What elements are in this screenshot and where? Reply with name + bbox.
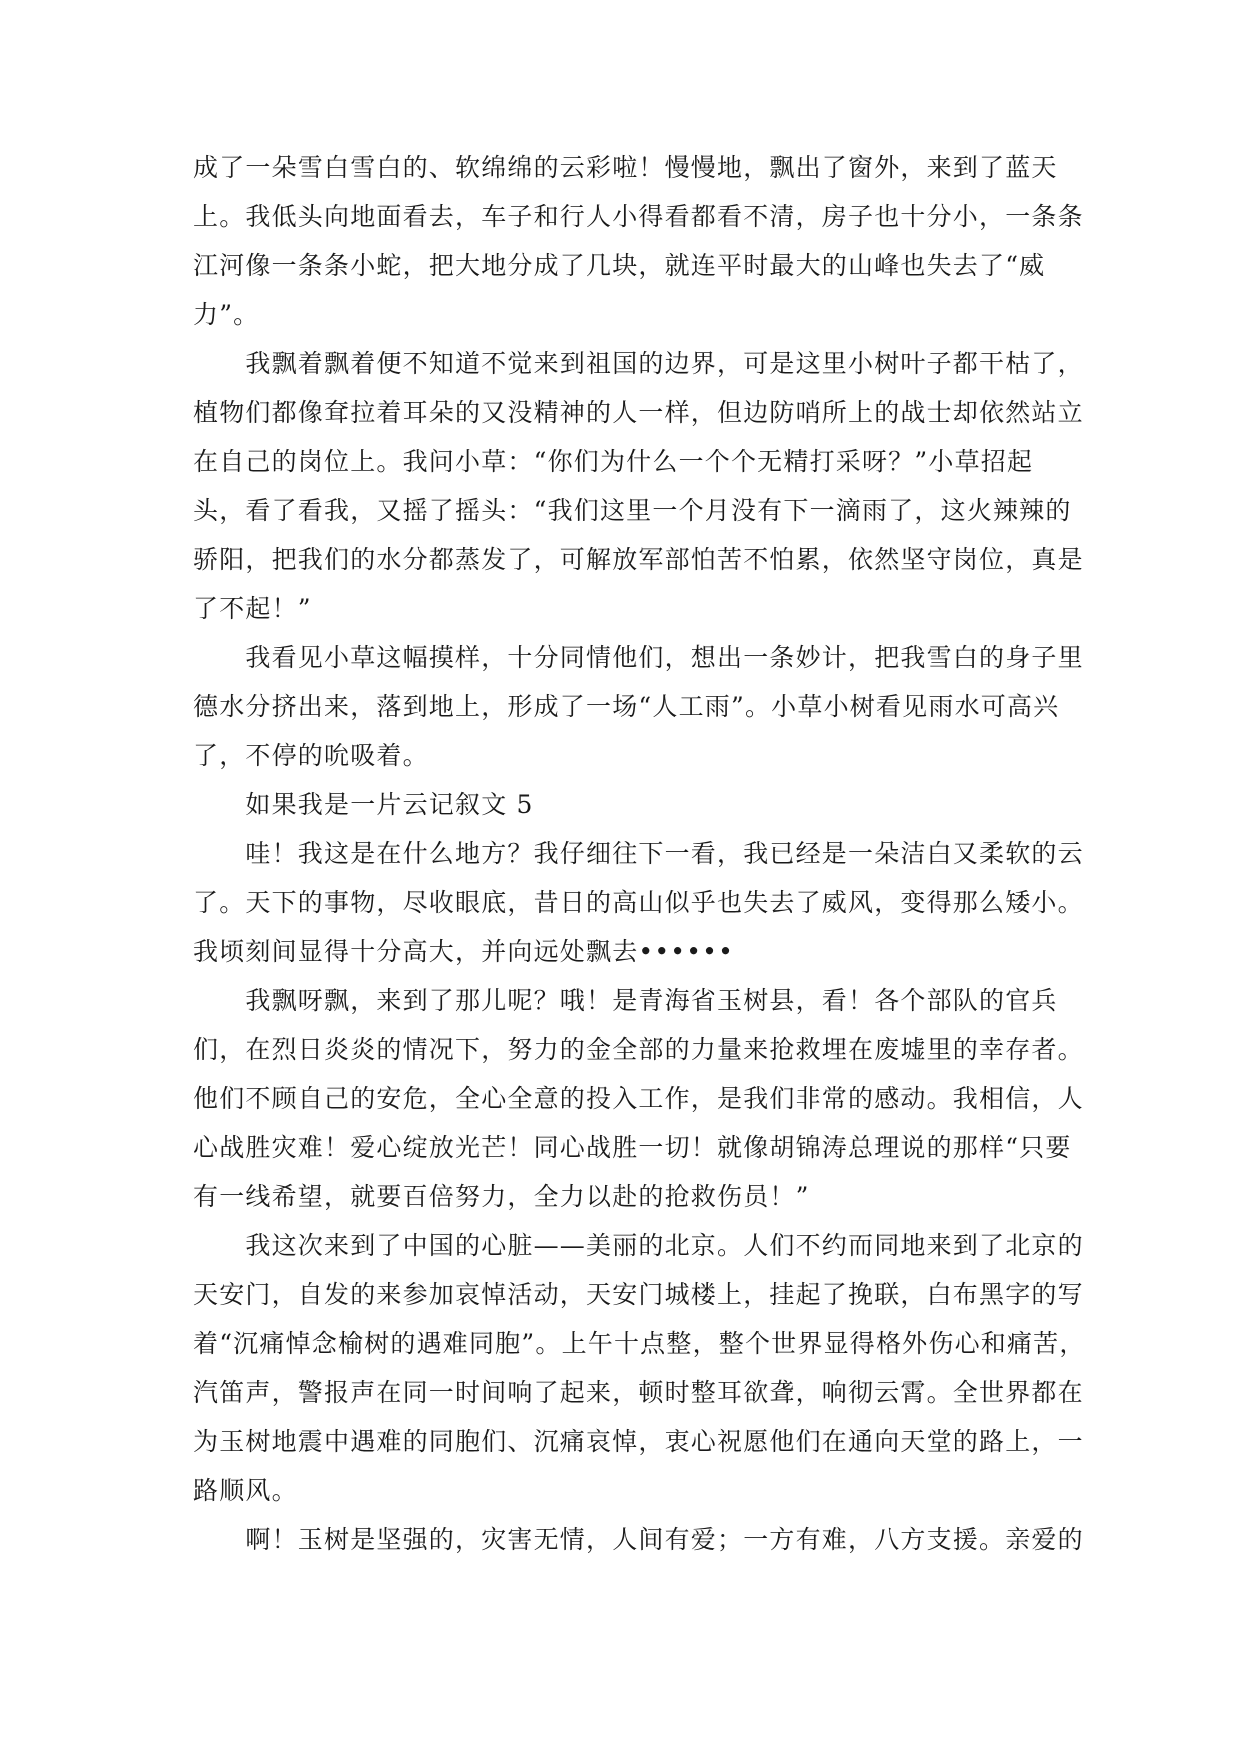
paragraph [193,976,1084,1221]
text-line: 在自己的岗位上。我问小草：“你们为什么一个个无精打采呀？”小草招起 [193,447,1034,476]
paragraph [193,143,1084,339]
text-line: 江河像一条条小蛇，把大地分成了几块，就连平时最大的山峰也失去了“威 [193,251,1046,280]
text-line: 着“沉痛悼念榆树的遇难同胞”。上午十点整，整个世界显得格外伤心和痛苦， [193,1329,1086,1358]
text-line: 力”。 [193,300,260,329]
text-line: 了不起！” [193,594,312,623]
heading-line: 如果我是一片云记叙文 5 [193,790,534,819]
text-line: 啊！玉树是坚强的，灾害无情，人间有爱；一方有难，八方支援。亲爱的 [193,1525,1084,1554]
text-line: 了。天下的事物，尽收眼底，昔日的高山似乎也失去了威风，变得那么矮小。 [193,888,1084,917]
text-line: 头，看了看我，又摇了摇头：“我们这里一个月没有下一滴雨了，这火辣辣的 [193,496,1072,525]
text-line: 我看见小草这幅摸样，十分同情他们，想出一条妙计，把我雪白的身子里 [193,643,1084,672]
section-heading [193,780,1043,829]
text-line: 们，在烈日炎炎的情况下，努力的金全部的力量来抢救埋在废墟里的幸存者。 [193,1035,1084,1064]
text-line: 植物们都像耷拉着耳朵的又没精神的人一样，但边防哨所上的战士却依然站立 [193,398,1084,427]
text-line: 我顷刻间显得十分高大，并向远处飘去•••••• [193,937,735,966]
text-line: 有一线希望，就要百倍努力，全力以赴的抢救伤员！” [193,1182,810,1211]
document-page [193,143,1086,1564]
text-line: 心战胜灾难！爱心绽放光芒！同心战胜一切！就像胡锦涛总理说的那样“只要 [193,1133,1072,1162]
paragraph [193,829,1084,976]
text-line: 我飘着飘着便不知道不觉来到祖国的边界，可是这里小树叶子都干枯了， [193,349,1084,378]
paragraph [193,1515,1084,1564]
text-line: 他们不顾自己的安危，全心全意的投入工作，是我们非常的感动。我相信，人 [193,1084,1084,1113]
text-line: 汽笛声，警报声在同一时间响了起来，顿时整耳欲聋，响彻云霄。全世界都在 [193,1378,1084,1407]
text-line: 了，不停的吮吸着。 [193,741,429,770]
text-line: 我飘呀飘，来到了那儿呢？哦！是青海省玉树县，看！各个部队的官兵 [193,986,1058,1015]
text-line: 我这次来到了中国的心脏——美丽的北京。人们不约而同地来到了北京的 [193,1231,1084,1260]
text-line: 路顺风。 [193,1476,298,1505]
paragraph [193,1221,1086,1515]
text-line: 哇！我这是在什么地方？我仔细往下一看，我已经是一朵洁白又柔软的云 [193,839,1084,868]
paragraph [193,339,1084,633]
text-line: 德水分挤出来，落到地上，形成了一场“人工雨”。小草小树看见雨水可高兴 [193,692,1060,721]
text-line: 骄阳，把我们的水分都蒸发了，可解放军部怕苦不怕累，依然坚守岗位，真是 [193,545,1084,574]
text-line: 天安门，自发的来参加哀悼活动，天安门城楼上，挂起了挽联，白布黑字的写 [193,1280,1084,1309]
paragraph [193,633,1084,780]
text-line: 成了一朵雪白雪白的、软绵绵的云彩啦！慢慢地，飘出了窗外，来到了蓝天 [193,153,1058,182]
text-line: 为玉树地震中遇难的同胞们、沉痛哀悼，衷心祝愿他们在通向天堂的路上，一 [193,1427,1084,1456]
text-line: 上。我低头向地面看去，车子和行人小得看都看不清，房子也十分小，一条条 [193,202,1084,231]
